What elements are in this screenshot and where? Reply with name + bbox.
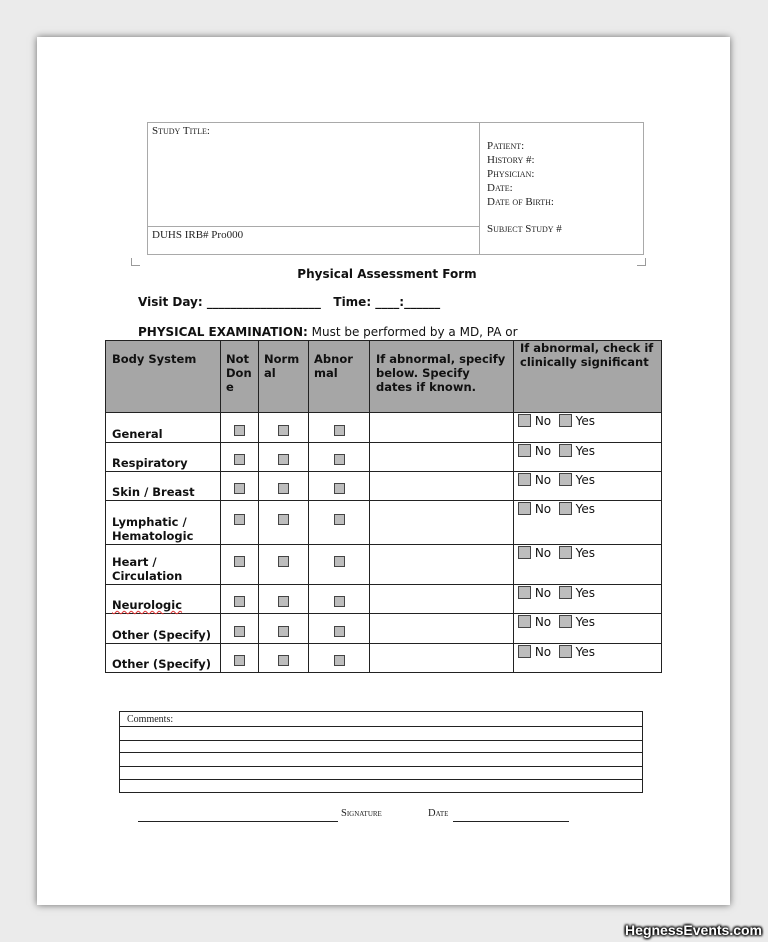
signature-line[interactable] xyxy=(138,821,338,822)
document-page xyxy=(37,37,730,905)
body-system-label: Other (Specify) xyxy=(106,644,221,673)
significance-cell xyxy=(514,472,662,501)
body-system-label: Lymphatic / Hematologic xyxy=(106,501,221,545)
no-label: No xyxy=(534,444,552,458)
normal-checkbox[interactable] xyxy=(278,454,289,465)
yes-checkbox[interactable] xyxy=(559,645,572,658)
yes-checkbox[interactable] xyxy=(559,586,572,599)
table-row xyxy=(106,614,662,644)
date-signature-label: Date xyxy=(428,808,449,819)
comment-line xyxy=(120,766,642,767)
abnormal-details-cell[interactable] xyxy=(370,585,514,614)
col-header-body-system: Body System xyxy=(106,341,221,413)
significance-cell xyxy=(514,443,662,472)
comments-box[interactable] xyxy=(119,711,643,793)
table-row xyxy=(106,585,662,614)
neurologic-label: Neurologic xyxy=(112,598,183,612)
study-title-label: Study Title: xyxy=(152,125,210,137)
margin-corner-mark xyxy=(131,258,140,266)
subject-study-label: Subject Study # xyxy=(487,223,562,235)
not-done-checkbox[interactable] xyxy=(234,655,245,666)
date-of-birth-label: Date of Birth: xyxy=(487,196,554,208)
table-header-row xyxy=(106,341,662,413)
divider xyxy=(148,226,480,227)
significance-cell xyxy=(514,585,662,614)
abnormal-checkbox[interactable] xyxy=(334,556,345,567)
comment-line xyxy=(120,740,642,741)
yes-label: Yes xyxy=(575,502,595,516)
yes-label: Yes xyxy=(575,444,595,458)
abnormal-checkbox[interactable] xyxy=(334,514,345,525)
physical-examination-line xyxy=(138,325,518,339)
col-header-clinically-significant: If abnormal, check if clinically significant xyxy=(514,341,662,413)
body-system-label: Heart / Circulation xyxy=(106,545,221,585)
significance-cell xyxy=(514,413,662,443)
abnormal-details-cell[interactable] xyxy=(370,472,514,501)
irb-number-label: DUHS IRB# Pro000 xyxy=(152,229,244,241)
abnormal-details-cell[interactable] xyxy=(370,644,514,673)
physical-exam-table xyxy=(105,340,662,673)
abnormal-checkbox[interactable] xyxy=(334,425,345,436)
normal-checkbox[interactable] xyxy=(278,626,289,637)
not-done-checkbox[interactable] xyxy=(234,425,245,436)
body-system-label: Other (Specify) xyxy=(106,614,221,644)
not-done-checkbox[interactable] xyxy=(234,556,245,567)
normal-checkbox[interactable] xyxy=(278,596,289,607)
yes-checkbox[interactable] xyxy=(559,502,572,515)
patient-fields xyxy=(487,139,554,209)
col-header-not-done: Not Don e xyxy=(221,341,259,413)
patient-label: Patient: xyxy=(487,140,525,152)
abnormal-checkbox[interactable] xyxy=(334,596,345,607)
yes-checkbox[interactable] xyxy=(559,473,572,486)
significance-cell xyxy=(514,644,662,673)
study-title-panel xyxy=(148,123,480,254)
no-label: No xyxy=(534,546,552,560)
yes-label: Yes xyxy=(575,645,595,659)
physician-label: Physician: xyxy=(487,168,535,180)
no-checkbox[interactable] xyxy=(518,615,531,628)
comment-line xyxy=(120,752,642,753)
significance-cell xyxy=(514,501,662,545)
no-checkbox[interactable] xyxy=(518,444,531,457)
no-label: No xyxy=(534,414,552,428)
no-checkbox[interactable] xyxy=(518,645,531,658)
not-done-checkbox[interactable] xyxy=(234,626,245,637)
col-header-normal: Norm al xyxy=(259,341,309,413)
no-checkbox[interactable] xyxy=(518,502,531,515)
margin-corner-mark xyxy=(637,258,646,266)
no-checkbox[interactable] xyxy=(518,546,531,559)
table-row xyxy=(106,443,662,472)
significance-cell xyxy=(514,614,662,644)
yes-label: Yes xyxy=(575,546,595,560)
table-row xyxy=(106,413,662,443)
table-row xyxy=(106,644,662,673)
normal-checkbox[interactable] xyxy=(278,655,289,666)
no-checkbox[interactable] xyxy=(518,414,531,427)
no-label: No xyxy=(534,645,552,659)
history-number-label: History #: xyxy=(487,154,535,166)
yes-label: Yes xyxy=(575,586,595,600)
no-label: No xyxy=(534,615,552,629)
table-row xyxy=(106,545,662,585)
abnormal-checkbox[interactable] xyxy=(334,454,345,465)
comment-line xyxy=(120,779,642,780)
comments-label: Comments: xyxy=(127,714,174,725)
yes-checkbox[interactable] xyxy=(559,615,572,628)
abnormal-checkbox[interactable] xyxy=(334,483,345,494)
yes-checkbox[interactable] xyxy=(559,546,572,559)
normal-checkbox[interactable] xyxy=(278,483,289,494)
body-system-label: Respiratory xyxy=(106,443,221,472)
abnormal-checkbox[interactable] xyxy=(334,655,345,666)
abnormal-checkbox[interactable] xyxy=(334,626,345,637)
exam-label: PHYSICAL EXAMINATION: xyxy=(138,325,308,339)
no-checkbox[interactable] xyxy=(518,473,531,486)
no-label: No xyxy=(534,502,552,516)
comment-line xyxy=(120,726,642,727)
normal-checkbox[interactable] xyxy=(278,556,289,567)
table-row xyxy=(106,501,662,545)
study-header-box xyxy=(147,122,644,255)
yes-label: Yes xyxy=(575,615,595,629)
normal-checkbox[interactable] xyxy=(278,514,289,525)
significance-cell xyxy=(514,545,662,585)
exam-note: Must be performed by a MD, PA or xyxy=(307,325,518,339)
abnormal-details-cell[interactable] xyxy=(370,501,514,545)
yes-label: Yes xyxy=(575,414,595,428)
abnormal-details-cell[interactable] xyxy=(370,443,514,472)
not-done-checkbox[interactable] xyxy=(234,514,245,525)
body-system-label xyxy=(106,585,221,614)
normal-checkbox[interactable] xyxy=(278,425,289,436)
no-label: No xyxy=(534,473,552,487)
col-header-abnormal-details: If abnormal, specify below. Specify dates if known. xyxy=(370,341,514,413)
not-done-checkbox[interactable] xyxy=(234,483,245,494)
not-done-checkbox[interactable] xyxy=(234,454,245,465)
abnormal-details-cell[interactable] xyxy=(370,614,514,644)
not-done-checkbox[interactable] xyxy=(234,596,245,607)
body-system-label: Skin / Breast xyxy=(106,472,221,501)
form-title: Physical Assessment Form xyxy=(297,267,477,281)
no-label: No xyxy=(534,586,552,600)
yes-checkbox[interactable] xyxy=(559,444,572,457)
visit-day-time-line[interactable]: Visit Day: ___________________ Time: ____:______ xyxy=(138,295,441,309)
table-row xyxy=(106,472,662,501)
abnormal-details-cell[interactable] xyxy=(370,545,514,585)
col-header-abnormal: Abnor mal xyxy=(309,341,370,413)
no-checkbox[interactable] xyxy=(518,586,531,599)
yes-checkbox[interactable] xyxy=(559,414,572,427)
body-system-label: General xyxy=(106,413,221,443)
abnormal-details-cell[interactable] xyxy=(370,413,514,443)
yes-label: Yes xyxy=(575,473,595,487)
date-label: Date: xyxy=(487,182,513,194)
date-line[interactable] xyxy=(453,821,569,822)
signature-label: Signature xyxy=(341,808,382,819)
site-watermark: HegnessEvents.com xyxy=(625,922,762,938)
